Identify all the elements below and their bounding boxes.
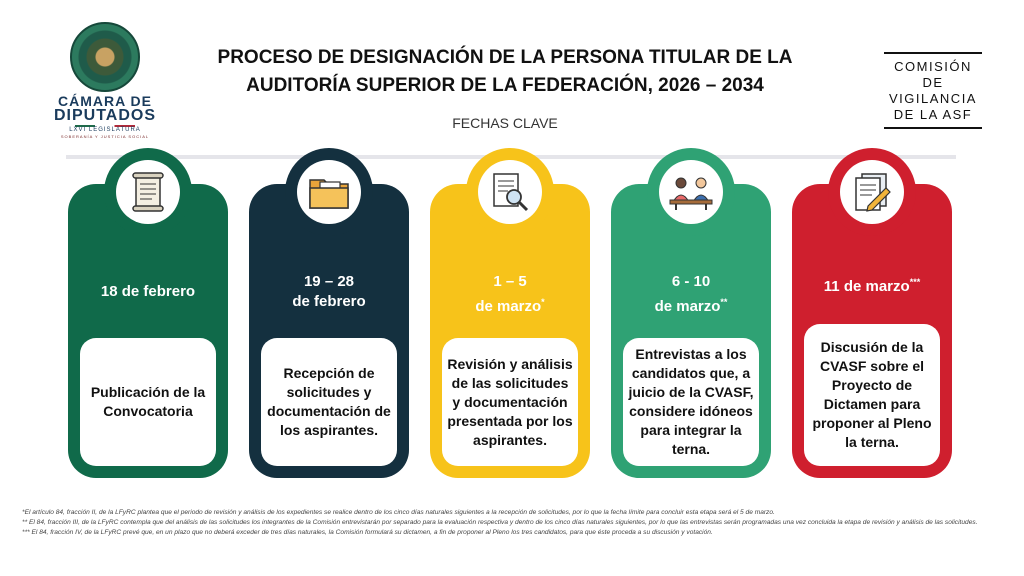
- step-3: [430, 150, 590, 480]
- document-search-icon: [488, 170, 532, 214]
- title-line2: AUDITORÍA SUPERIOR DE LA FEDERACIÓN, 2026 – 2034: [246, 75, 764, 96]
- step-description: Discusión de la CVASF sobre el Proyecto de Dictamen para proponer al Pleno la terna.: [804, 324, 940, 466]
- icon-circle: [285, 148, 373, 236]
- icon-circle: [828, 148, 916, 236]
- step-description: Revisión y análisis de las solicitudes y documentación presentada por los aspirantes.: [442, 338, 578, 466]
- logo-line2: DIPUTADOS: [53, 107, 157, 124]
- footnotes: [22, 508, 982, 538]
- step-date: 1 – 5 de marzo*: [475, 273, 545, 315]
- step-description: Publicación de la Convocatoria: [80, 338, 216, 466]
- document-pen-icon: [850, 170, 894, 214]
- logo-line3: LXVI LEGISLATURA: [69, 127, 141, 133]
- footnote-1: *El artículo 84, fracción II, de la LFyRC plantea que el periodo de revisión y análisis de los expedientes se realice dentro de los cinco días naturales siguientes a la recepción de solicitudes, por lo que la fecha límite para concluir esta etapa será el 5 de marzo.: [22, 509, 775, 516]
- comision-badge: [884, 52, 982, 129]
- page-subtitle: FECHAS CLAVE: [452, 115, 558, 131]
- logo-line1: CÁMARA DE: [57, 93, 153, 109]
- step-description: Entrevistas a los candidatos que, a juicio de la CVASF, considere idóneos para integrar la terna.: [623, 338, 759, 466]
- folder-icon: [307, 172, 351, 212]
- page-title: [180, 44, 830, 100]
- comision-line2: VIGILANCIA: [889, 91, 977, 106]
- interview-icon: [668, 172, 714, 212]
- step-date: 18 de febrero: [100, 283, 196, 300]
- camara-logo: [40, 22, 170, 139]
- step-description: Recepción de solicitudes y documentación de los aspirantes.: [261, 338, 397, 466]
- icon-circle: [104, 148, 192, 236]
- comision-line1: COMISIÓN DE: [894, 59, 972, 90]
- step-1: [68, 150, 228, 480]
- comision-line3: DE LA ASF: [893, 107, 973, 122]
- icon-circle: [466, 148, 554, 236]
- logo-line4: SOBERANÍA Y JUSTICIA SOCIAL: [60, 134, 150, 139]
- step-date: 11 de marzo***: [823, 277, 921, 295]
- step-2: [249, 150, 409, 480]
- footnote-3: *** El 84, fracción IV, de la LFyRC prevé que, en un plazo que no deberá exceder de tres días naturales, la Comisión formulará su dictamen, a fin de proponer al Pleno los tres candidatos, para que éste proceda a su discusión y votación.: [22, 529, 713, 536]
- step-date: 6 - 10 de marzo**: [654, 273, 728, 315]
- title-line1: PROCESO DE DESIGNACIÓN DE LA PERSONA TITULAR DE LA: [217, 47, 793, 68]
- seal-icon: [70, 22, 140, 92]
- footnote-2: ** El 84, fracción III, de la LFyRC contempla que del análisis de las solicitudes los integrantes de la Comisión entrevistarán por separado para la evaluación respectiva y dentro de los cinco días naturales siguientes, por lo que las entrevistas serán programadas una vez concluida la etapa de revisión y análisis de las solicitudes.: [22, 519, 978, 526]
- icon-circle: [647, 148, 735, 236]
- step-4: [611, 150, 771, 480]
- step-5: [792, 150, 952, 480]
- step-date: 19 – 28 de febrero: [292, 273, 366, 310]
- scroll-icon: [128, 170, 168, 214]
